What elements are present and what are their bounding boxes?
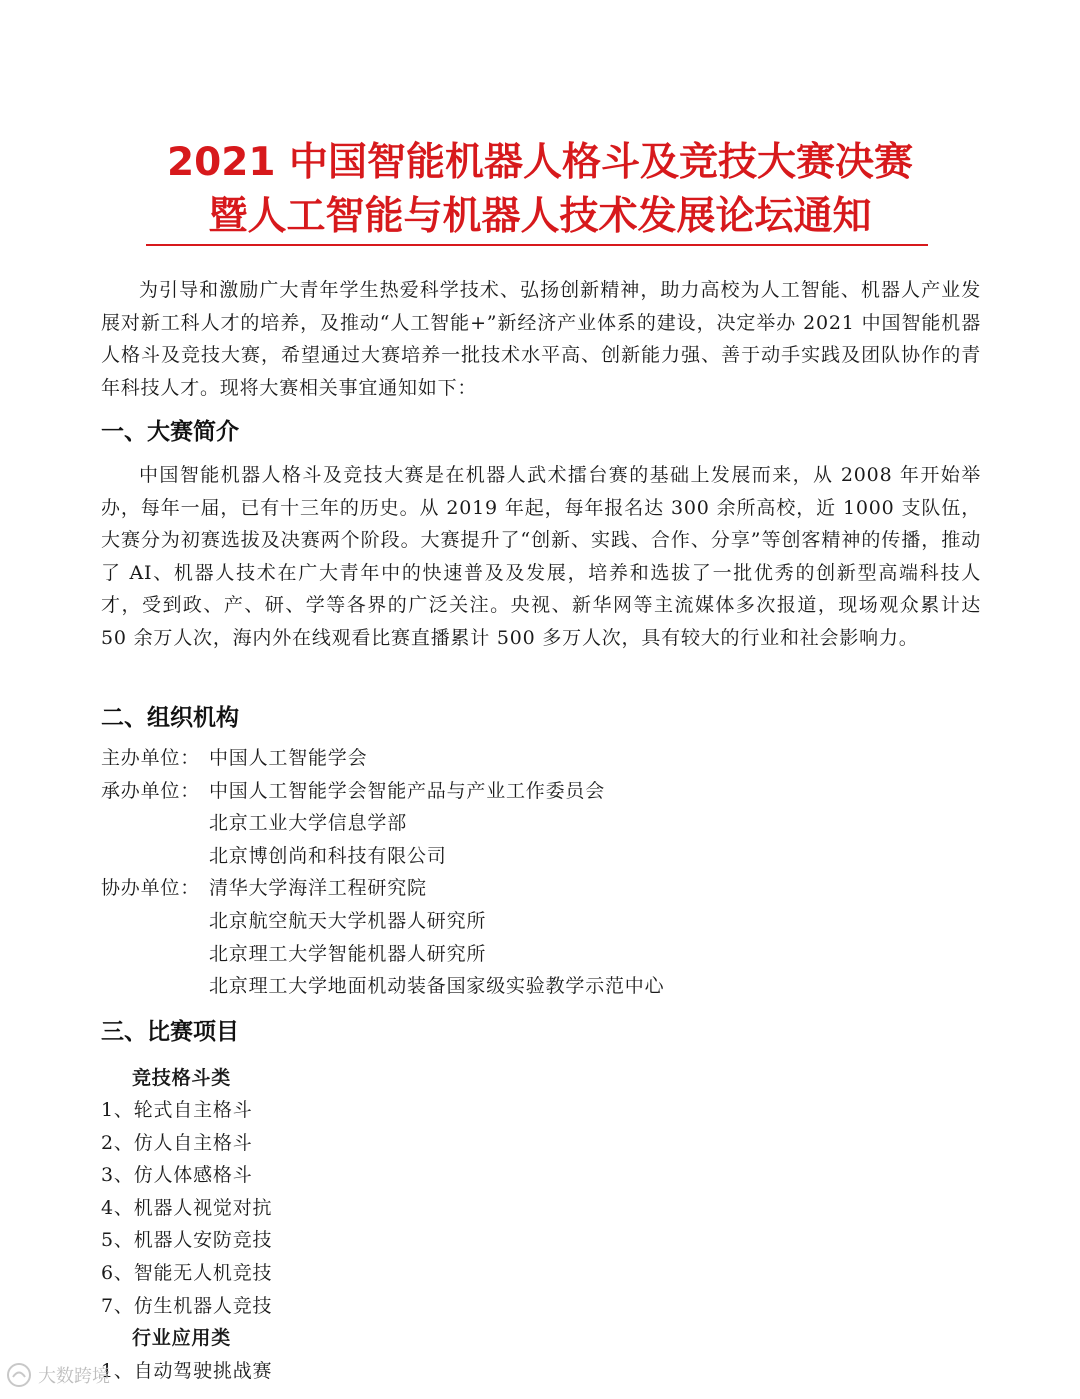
list-item: 1、自动驾驶挑战赛 [101,1360,273,1382]
section-heading-events: 三、比赛项目 [101,1019,239,1045]
organizer-name: 北京工业大学信息学部 [209,812,408,835]
watermark [6,1362,110,1388]
organizer-label: 承办单位： [101,779,201,802]
category-industry-application: 行业应用类 [132,1327,232,1349]
section-intro-body: 中国智能机器人格斗及竞技大赛是在机器人武术擂台赛的基础上发展而来，从 2008 年开始举办，每年一届，已有十三年的历史。从 2019 年起，每年报名达 300 余所高校，近 1000 支队伍，大赛分为初赛选拔及决赛两个阶段。大赛提升了“创新、实践、合作、分享”等创客精神的传播，推动了 AI、机器人技术在广大青年中的快速普及及发展，培养和选拔了一批优秀的创新型高端科技人才，受到政、产、研、学等各界的广泛关注。央视、新华网等主流媒体多次报道，现场观众累计达 50 余万人次，海内外在线观看比赛直播累计 500 多万人次，具有较大的行业和社会影响力。 [101,464,981,649]
host-row [101,742,664,775]
section-heading-intro: 一、大赛简介 [101,419,239,445]
watermark-logo-icon [6,1362,32,1388]
list-item: 3、仿人体感格斗 [101,1164,253,1187]
coorganizer-row [101,872,664,1002]
category-competitive-fighting: 竞技格斗类 [132,1067,232,1089]
title-line-2: 暨人工智能与机器人技术发展论坛通知 [208,194,872,239]
list-item: 1、轮式自主格斗 [101,1099,253,1121]
organization-list [101,742,664,1003]
coorganizer-name: 北京航空航天大学机器人研究所 [209,909,487,932]
watermark-text: 大数跨境 [38,1366,110,1387]
intro-paragraph: 为引导和激励广大青年学生热爱科学技术、弘扬创新精神，助力高校为人工智能、机器人产业发展对新工科人才的培养，及推动“人工智能+”新经济产业体系的建设，决定举办 2021 中国智能机器人格斗及竞技大赛，希望通过大赛培养一批技术水平高、创新能力强、善于动手实践及团队协作的青年科技人才。现将大赛相关事宜通知如下： [101,279,981,399]
competitive-events-list [101,1094,272,1322]
title-divider [146,244,928,246]
list-item: 2、仿人自主格斗 [101,1131,253,1154]
coorganizer-name: 北京理工大学智能机器人研究所 [209,942,487,965]
list-item: 4、机器人视觉对抗 [101,1196,273,1219]
list-item: 7、仿生机器人竞技 [101,1294,273,1317]
list-item: 6、智能无人机竞技 [101,1261,273,1284]
organizer-name: 中国人工智能学会智能产品与产业工作委员会 [209,779,606,802]
host-name: 中国人工智能学会 [209,747,368,769]
title-line-1: 2021 中国智能机器人格斗及竞技大赛决赛 [166,140,914,185]
coorganizer-label: 协办单位： [101,877,201,900]
industry-events-list [101,1355,272,1388]
organizer-row [101,775,664,873]
coorganizer-name: 北京理工大学地面机动装备国家级实验教学示范中心 [209,975,665,998]
section-heading-organization: 二、组织机构 [101,705,239,731]
list-item: 5、机器人安防竞技 [101,1229,273,1252]
organizer-name: 北京博创尚和科技有限公司 [209,844,447,867]
host-label: 主办单位： [101,747,201,769]
coorganizer-name: 清华大学海洋工程研究院 [209,877,427,900]
